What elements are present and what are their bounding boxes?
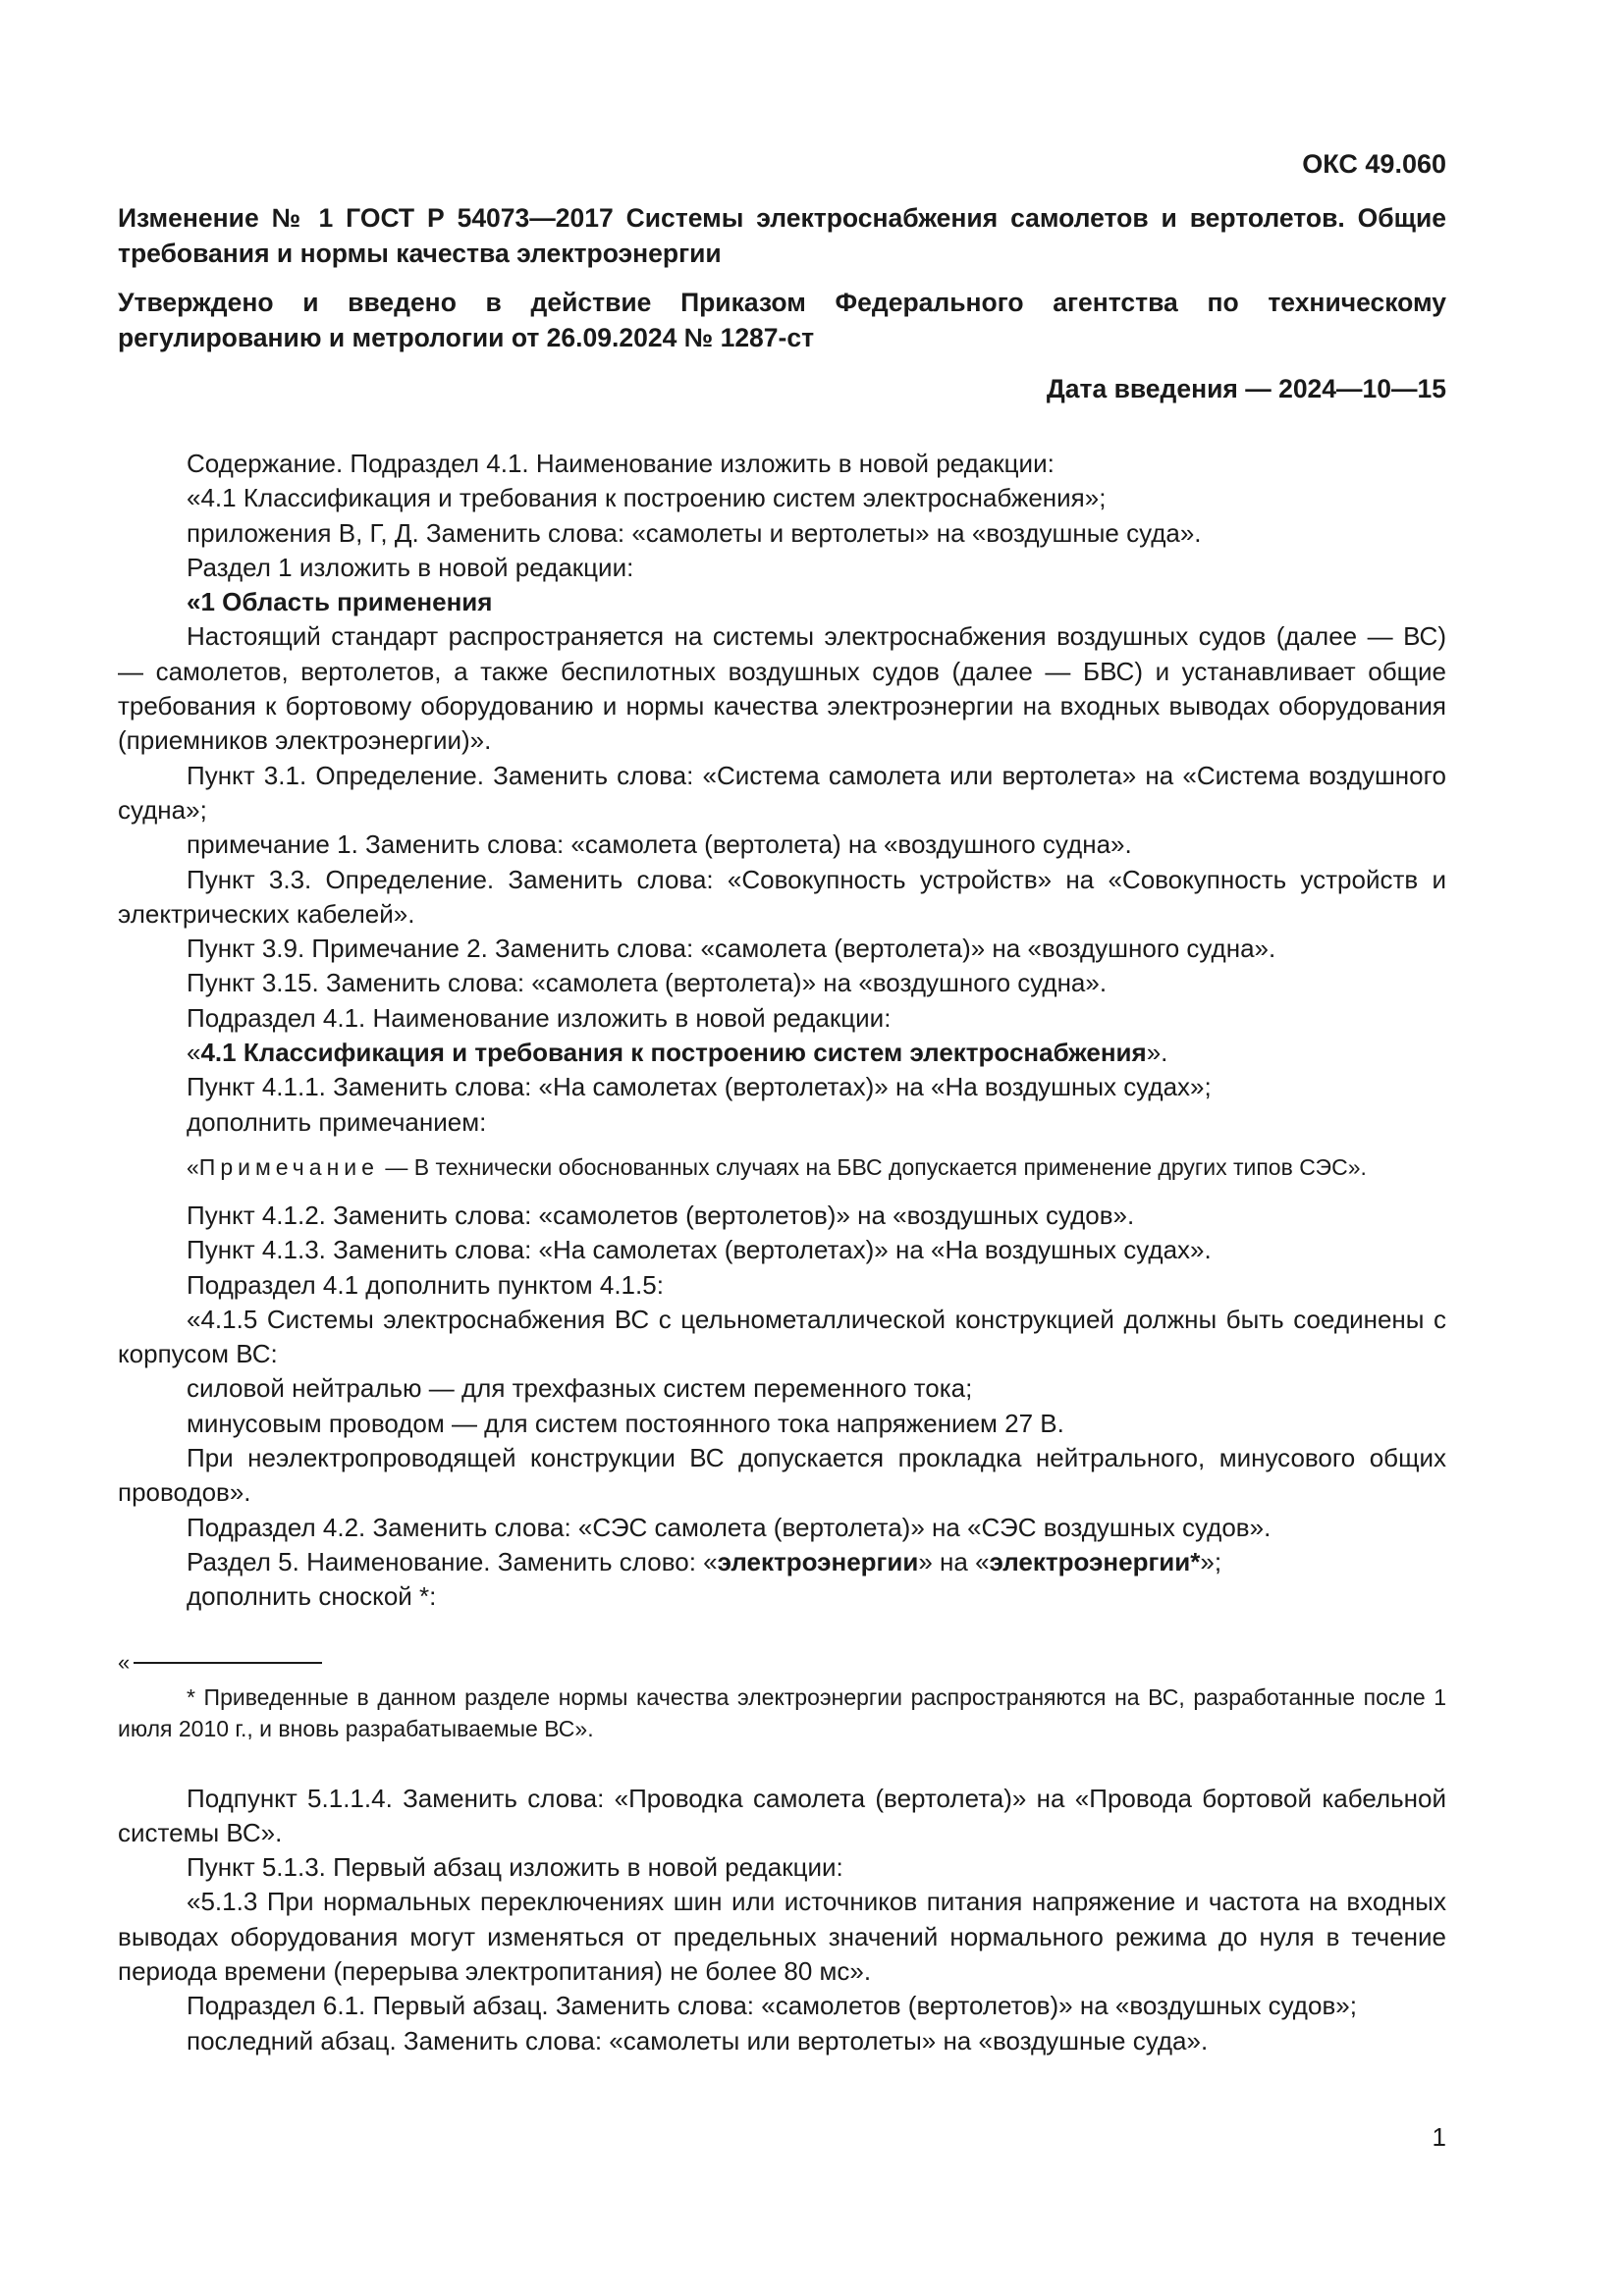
document-title: Изменение № 1 ГОСТ Р 54073—2017 Системы электроснабжения самолетов и вертолетов. Общие требования и нормы качества электроэнергии — [118, 203, 1446, 268]
paragraph: Содержание. Подраздел 4.1. Наименование изложить в новой редакции: — [187, 449, 1055, 478]
quote-open: « — [187, 1038, 201, 1068]
paragraph: Пункт 5.1.3. Первый абзац изложить в новой редакции: — [187, 1852, 843, 1883]
paragraph: Раздел 1 изложить в новой редакции: — [187, 552, 634, 582]
paragraph-heading-quote — [118, 1036, 1446, 1070]
paragraph: минусовым проводом — для систем постоянного тока напряжением 27 В. — [187, 1408, 1064, 1438]
paragraph: Пункт 4.1.2. Заменить слова: «самолетов (вертолетов)» на «воздушных судов». — [187, 1200, 1135, 1230]
paragraph: Подраздел 4.1 дополнить пунктом 4.1.5: — [187, 1269, 664, 1300]
spacer — [118, 1615, 1446, 1648]
paragraph: примечание 1. Заменить слова: «самолета (вертолета) на «воздушного судна». — [187, 829, 1132, 860]
approval-statement: Утверждено и введено в действие Приказом Федерального агентства по техническому регулированию и метрологии от 26.09.2024 № 1287-ст — [118, 288, 1446, 352]
paragraph: Пункт 3.3. Определение. Заменить слова: «Совокупность устройств» на «Совокупность устройств и электрических кабелей». — [118, 864, 1446, 929]
footnote-quote-open: « — [118, 1649, 131, 1675]
paragraph: дополнить примечанием: — [187, 1106, 487, 1137]
paragraph: Пункт 4.1.3. Заменить слова: «На самолетах (вертолетах)» на «На воздушных судах». — [187, 1235, 1212, 1265]
paragraph: Подраздел 4.2. Заменить слова: «СЭС самолета (вертолета)» на «СЭС воздушных судов». — [187, 1512, 1272, 1542]
effective-date: Дата введения — 2024—10—15 — [1046, 374, 1446, 403]
note-label: Примечание — [198, 1153, 379, 1180]
paragraph: «4.1.5 Системы электроснабжения ВС с цельнометаллической конструкцией должны быть соединены с корпусом ВС: — [118, 1304, 1446, 1369]
paragraph: последний абзац. Заменить слова: «самолеты или вертолеты» на «воздушные суда». — [187, 2025, 1209, 2056]
paragraph: «4.1 Классификация и требования к построению систем электроснабжения»; — [187, 483, 1107, 513]
note-quote-open: « — [187, 1153, 199, 1180]
paragraph: приложения В, Г, Д. Заменить слова: «самолеты и вертолеты» на «воздушные суда». — [187, 517, 1202, 548]
page-number: 1 — [1432, 2122, 1446, 2152]
text-part: » на « — [918, 1546, 990, 1576]
bold-word: электроэнергии — [717, 1546, 919, 1576]
text-part: »; — [1200, 1546, 1222, 1576]
paragraph: Пункт 3.15. Заменить слова: «самолета (вертолета)» на «воздушного судна». — [187, 968, 1108, 998]
note-text: — В технически обоснованных случаях на БВС допускается применение других типов СЭС». — [378, 1153, 1367, 1180]
paragraph: Пункт 3.1. Определение. Заменить слова: «Система самолета или вертолета» на «Система воздушного судна»; — [118, 760, 1446, 825]
document-page — [118, 0, 1446, 2296]
paragraph: Подпункт 5.1.1.4. Заменить слова: «Проводка самолета (вертолета)» на «Провода бортовой кабельной системы ВС». — [118, 1783, 1446, 1847]
section-heading: «1 Область применения — [187, 587, 493, 617]
paragraph-section5 — [118, 1545, 1446, 1579]
subsection-heading: 4.1 Классификация и требования к построению систем электроснабжения — [200, 1038, 1147, 1068]
text-part: Раздел 5. Наименование. Заменить слово: « — [187, 1546, 718, 1576]
quote-close: ». — [1146, 1038, 1168, 1068]
note-paragraph — [118, 1151, 1446, 1183]
oks-code: ОКС 49.060 — [1302, 149, 1446, 179]
paragraph: силовой нейтралью — для трехфазных систем переменного тока; — [187, 1373, 973, 1404]
footnote-rule — [134, 1662, 322, 1664]
paragraph: Настоящий стандарт распространяется на системы электроснабжения воздушных судов (далее — ВС) — самолетов, вертолетов, а также беспилотных воздушных судов (далее — БВС) и устанавливает общие требования к бортовому оборудованию и нормы качества электроэнергии на входных выводах оборудования (приемников электроэнергии)». — [118, 621, 1446, 756]
paragraph: При неэлектропроводящей конструкции ВС допускается прокладка нейтрального, минусового общих проводов». — [118, 1443, 1446, 1508]
paragraph: дополнить сноской *: — [187, 1581, 437, 1612]
footnote-separator — [118, 1648, 1446, 1678]
paragraph: Пункт 4.1.1. Заменить слова: «На самолетах (вертолетах)» на «На воздушных судах»; — [187, 1072, 1212, 1102]
document-body — [118, 447, 1446, 2058]
paragraph: Подраздел 6.1. Первый абзац. Заменить слова: «самолетов (вертолетов)» на «воздушных судов»; — [187, 1991, 1357, 2021]
paragraph: Подраздел 4.1. Наименование изложить в новой редакции: — [187, 1002, 892, 1033]
spacer — [118, 1744, 1446, 1782]
bold-word-asterisk: электроэнергии* — [989, 1546, 1201, 1576]
footnote-text: * Приведенные в данном разделе нормы качества электроэнергии распространяются на ВС, разработанные после 1 июля 2010 г., и вновь разрабатываемые ВС». — [118, 1683, 1446, 1741]
paragraph: «5.1.3 При нормальных переключениях шин или источников питания напряжение и частота на входных выводах оборудования могут изменяться от предельных значений нормального режима до нуля в течение периода времени (перерыва электропитания) не более 80 мс». — [118, 1887, 1446, 1986]
paragraph: Пункт 3.9. Примечание 2. Заменить слова: «самолета (вертолета)» на «воздушного судна». — [187, 934, 1276, 964]
